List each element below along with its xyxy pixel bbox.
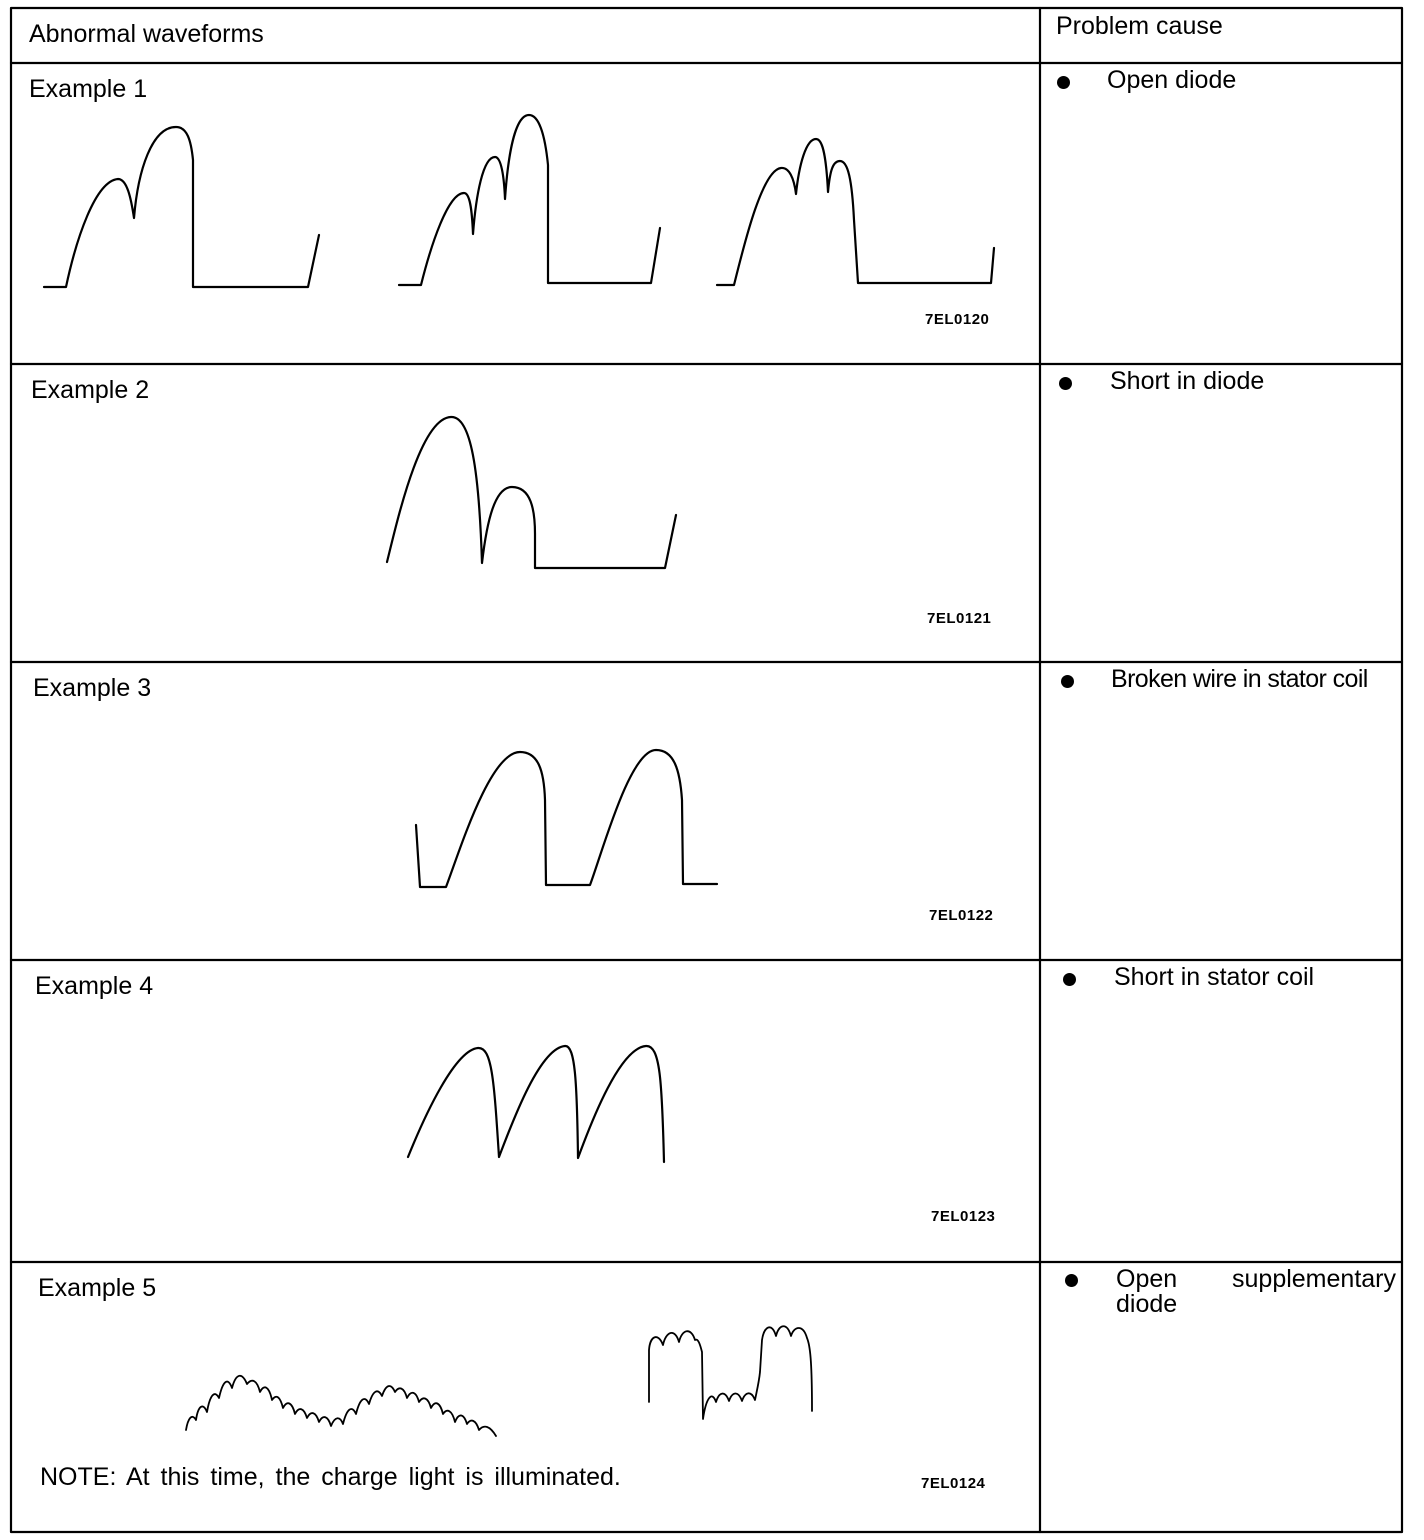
figure-code: 7EL0122	[929, 907, 994, 924]
figure-code: 7EL0120	[925, 311, 990, 328]
figure-code: 7EL0124	[921, 1475, 986, 1492]
example-label: Example 3	[33, 674, 152, 702]
note-text: NOTE: At this time, the charge light is illuminated.	[40, 1463, 621, 1491]
problem-cause: Open diode	[1107, 66, 1237, 94]
waveform-5b	[649, 1326, 812, 1419]
problem-cause-line2: diode	[1116, 1290, 1178, 1318]
cause-column-header: Problem cause	[1056, 12, 1223, 40]
waveform-2	[387, 417, 676, 568]
bullet-icon	[1057, 76, 1070, 89]
bullet-icon	[1063, 973, 1076, 986]
waveform-3	[416, 750, 717, 887]
figure-code: 7EL0121	[927, 610, 992, 627]
waveform-4	[408, 1046, 664, 1162]
problem-cause-word: supplementary	[1232, 1265, 1396, 1293]
example-label: Example 5	[38, 1274, 157, 1302]
example-4-waveforms	[408, 1046, 664, 1162]
problem-cause	[1116, 1267, 1396, 1317]
example-label: Example 2	[31, 376, 150, 404]
figure-code: 7EL0123	[931, 1208, 996, 1225]
problem-cause: Short in diode	[1110, 367, 1265, 395]
problem-cause: Broken wire in stator coil	[1111, 665, 1368, 693]
problem-cause-word: Open	[1116, 1265, 1178, 1293]
bullet-icon	[1065, 1274, 1078, 1287]
waveform-1b	[399, 115, 660, 285]
waveform-1c	[717, 139, 994, 285]
bullet-icon	[1061, 675, 1074, 688]
example-label: Example 1	[29, 75, 148, 103]
example-1-waveforms	[44, 115, 994, 287]
waveforms-column-header: Abnormal waveforms	[29, 20, 264, 48]
waveform-5a	[186, 1376, 496, 1436]
bullet-icon	[1059, 377, 1072, 390]
problem-cause: Short in stator coil	[1114, 963, 1315, 991]
example-3-waveforms	[416, 750, 717, 887]
example-5-waveforms	[186, 1326, 812, 1436]
waveform-1a	[44, 127, 319, 287]
problem-cause-line	[1116, 1267, 1396, 1292]
example-2-waveforms	[387, 417, 676, 568]
example-label: Example 4	[35, 972, 154, 1000]
